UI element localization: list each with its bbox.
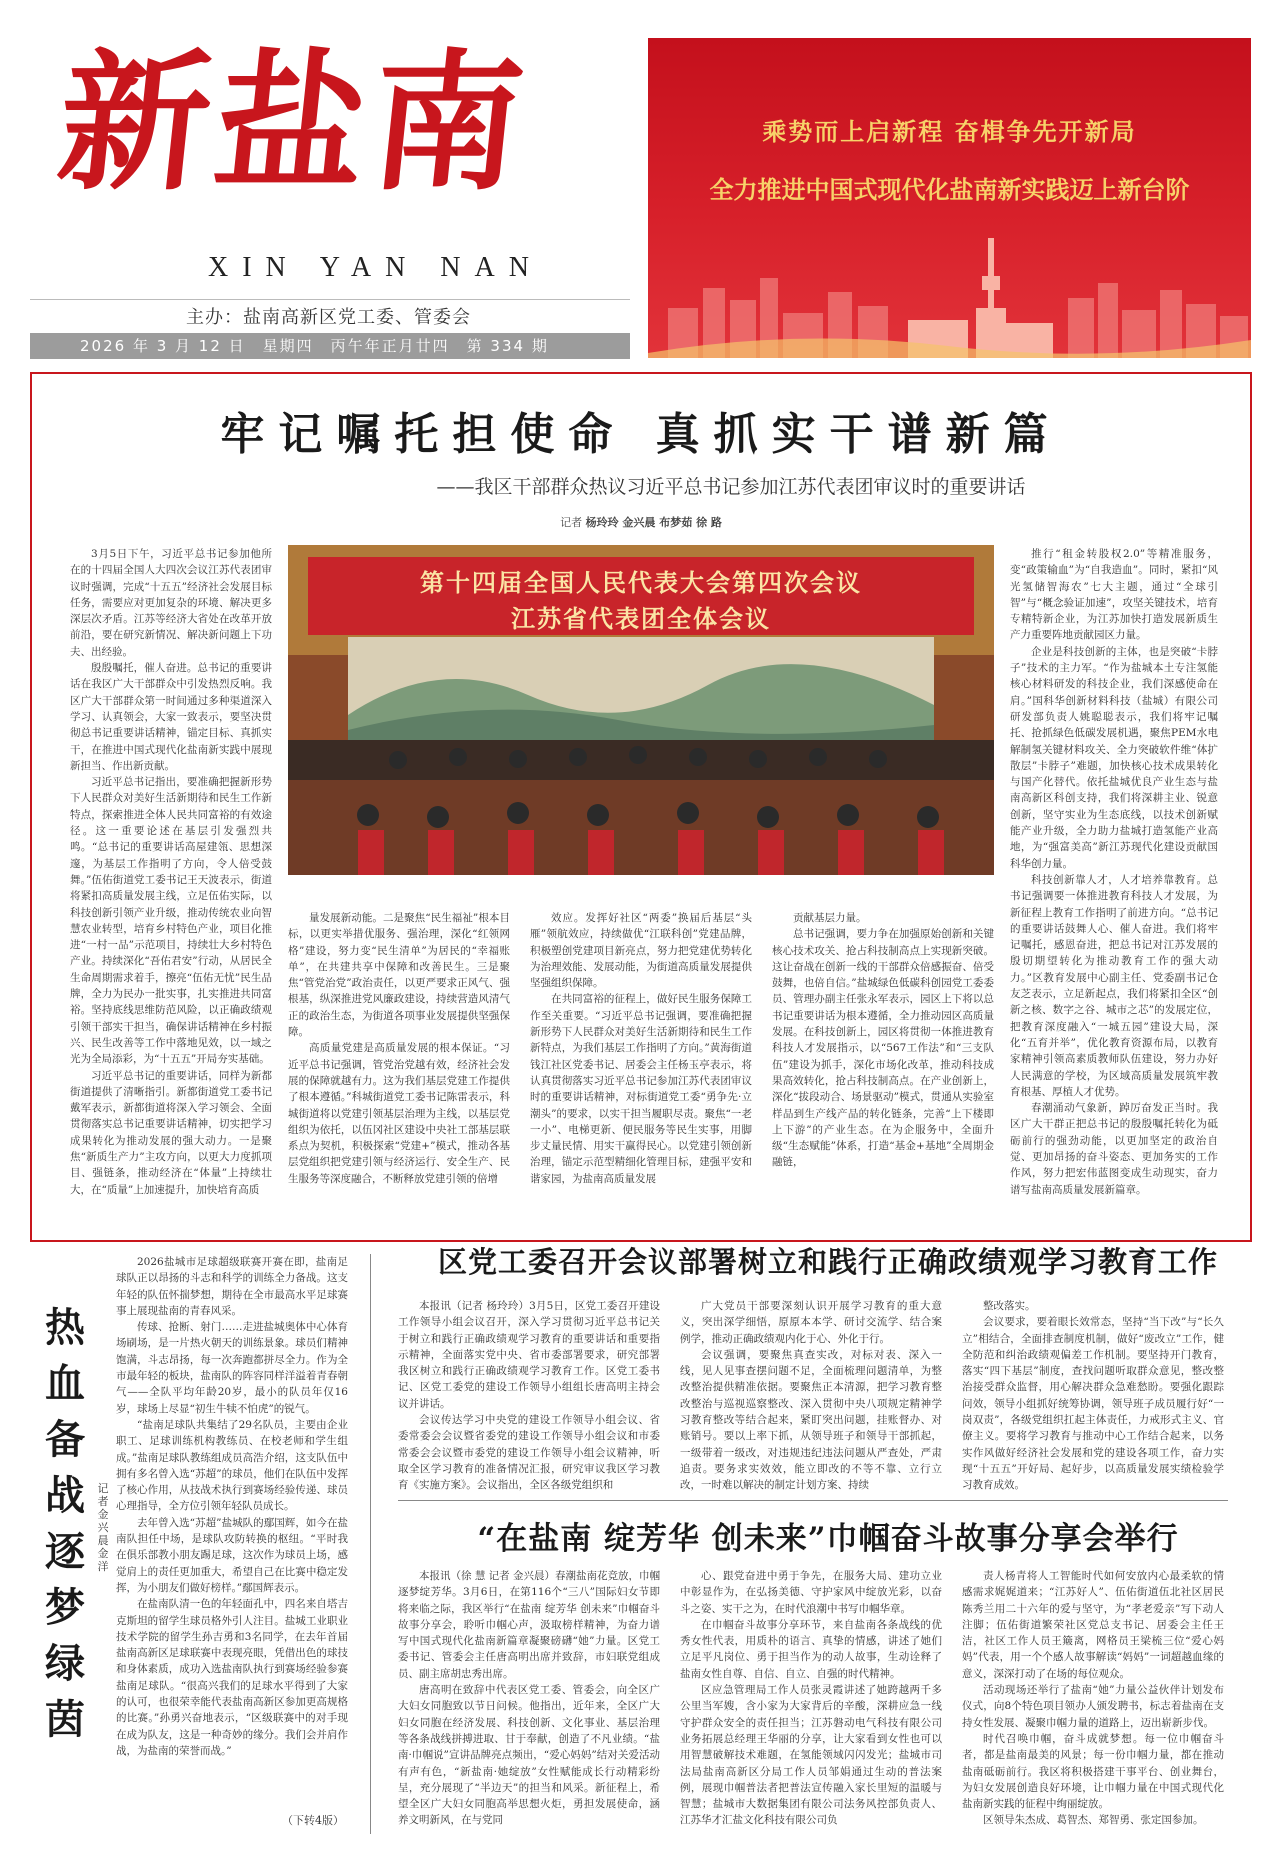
sport-vertical-byline: 记者 金兴晨 金洋 bbox=[97, 1482, 109, 1573]
paragraph: 总书记强调，要力争在加强原始创新和关键核心技术攻关、抢占科技制高点上实现新突破。这让奋战在创新一线的干部群众倍感振奋、倍受鼓舞，也倍自信。”盐城绿色低碳科创园党工委委员、管理办副主任张永军表示，园区上下将以总书记重要讲话为根本遵循，全力推动园区高质量发展。在科技创新上，园区将贯彻一体推进教育科技人才发展指示，以“567工作法”和“三支队伍”建设为抓手，深化市场化改革，推动科技成果高效转化，抢占科技制高点。在产业创新上，深化“拔段动合、场景驱动”模式，贯通从实验室样品到生产线产品的转化链条，完善“上下楼即上下游”的产业生态。在为企服务中，全面升级“生态赋能”体系，打造“基金+基地”全周期金融链， bbox=[772, 928, 994, 1169]
banner-line-1: 乘势而上启新程 奋楫争先开新局 bbox=[762, 117, 1137, 146]
city-skyline-graphic bbox=[648, 228, 1251, 358]
column-divider bbox=[370, 1254, 371, 1834]
paragraph: 区应急管理局工作人员张灵霞讲述了她跨越两千多公里当军嫂，含小家为大家背后的辛酸，深耕应急一线守护群众安全的责任担当；江苏磐动电气科技有限公司业务拓展总经理王华丽的分享，让大家看到女性也可以用智慧破解技术难题，在氢能领域闪闪发光；盐城市司法局盐南高新区分局工作人员邹娟通过生动的普法案例，展现巾帼普法者把普法宣传融入家长里短的温暖与智慧；盐城市大数据集团有限公司法务风控部负责人、江苏华才汇盐文化科技有限公司负 bbox=[680, 1684, 942, 1827]
newspaper-title: 新盐南 bbox=[50, 35, 538, 211]
paragraph: 贡献基层力量。 bbox=[793, 912, 867, 924]
paragraph: 会议传达学习中央党的建设工作领导小组会议、省委常委会会议暨省委党的建设工作领导小组会议和市委常委会会议暨市委党的建设工作领导小组会议精神，听取全区学习教育的准备情况汇报，研究审议我区学习教育《实施方案》。会议指出，全区各级党组织和 bbox=[398, 1414, 660, 1492]
paragraph: 本报讯（记者 杨玲玲）3月5日，区党工委召开建设工作领导小组会议召开，深入学习贯彻习近平总书记关于树立和践行正确政绩观学习教育的重要讲话和重要指示精神，全面落实党中央、省市委部署要求，研究部署我区树立和践行正确政绩观学习教育工作。区党工委书记、区党工委党的建设工作领导小组组长唐高明主持会议并讲话。 bbox=[398, 1300, 660, 1410]
second-column-1 bbox=[398, 1298, 660, 1492]
paragraph: 本报讯（徐 慧 记者 金兴晨）春潮盐南花竞放，巾帼逐梦绽芳华。3月6日，在第116个“三八”国际妇女节即将来临之际，我区举行“在盐南 绽芳华 创未来”巾帼奋斗故事分享会，聆听巾帼心声，汲取榜样精神，为奋力谱写中国式现代化盐南新篇章凝聚磅礴“她”力量。区党工委书记、管委会主任唐高明出席并致辞，市妇联党组成员、副主席胡忠秀出席。 bbox=[398, 1570, 660, 1680]
meeting-photo bbox=[288, 545, 994, 875]
paragraph: 在巾帼奋斗故事分享环节，来自盐南各条战线的优秀女性代表，用质朴的语言、真挚的情感，讲述了她们立足平凡岗位、勇于担当作为的动人故事，生动诠释了盐南女性自尊、自信、自立、自强的时代精神。 bbox=[680, 1618, 942, 1680]
paragraph: 推行“租金转股权2.0”等精准服务，变“政策输血”为“自我造血”。同时，紧扣“风光氢储智海农”七大主题，通过“全球引智”与“概念验证加速”，攻坚关键技术，培育专精特新企业，为江苏加快打造发展新质生产力重要阵地贡献园区力量。 bbox=[1010, 548, 1218, 642]
paragraph: 传球、抢断、射门……走进盐城奥体中心体育场刷场，是一片热火朝天的训练景象。球员们精神饱满，斗志昂扬，每一次奔跑都拼尽全力。作为全市最年轻的板块，盐南队的阵容同样洋溢着青春朝气——全队平均年龄20岁，最小的队员年仅16岁，球场上尽显“初生牛犊不怕虎”的锐气。 bbox=[116, 1321, 348, 1415]
byline-prefix: 记者 bbox=[560, 516, 583, 529]
paragraph: 去年曾入选“苏超”盐城队的鄢国辉，如今在盐南队担任中场，是球队攻防转换的枢纽。“平时我在俱乐部教小朋友踢足球，这次作为球员上场，感觉肩上的责任更加重大，希望自己在比赛中稳定发挥，为小朋友们做好榜样。”鄢国辉表示。 bbox=[116, 1516, 348, 1594]
second-headline: 区党工委召开会议部署树立和践行正确政绩观学习教育工作 bbox=[437, 1245, 1218, 1279]
newspaper-host: 主办：盐南高新区党工委、管委会 bbox=[186, 307, 471, 328]
paragraph: 在共同富裕的征程上，做好民生服务保障工作至关重要。“习近平总书记强调，要准确把握新形势下人民群众对美好生活新期待和民生工作新特点，为我们基层工作指明了方向。”黄海街道钱江社区党委书记、居委会主任杨玉亭表示，将认真贯彻落实习近平总书记参加江苏代表团审议时的重要讲话精神，对标街道党工委“勇争先·立潮头”的要求，以实干担当履职尽责。聚焦“一老一小”、电梯更新、便民服务等民生实事，用脚步丈量民情、用实干赢得民心。以党建引领创新治理，锚定示范型精细化管理目标，建强平安和谐家园，为盐南高质量发展 bbox=[530, 993, 752, 1185]
issue-date-bar: 2026 年 3 月 12 日 星期四 丙午年正月廿四 第 334 期 bbox=[30, 333, 630, 359]
paragraph: 习近平总书记指出，要准确把握新形势下人民群众对美好生活新期待和民生工作新特点，探索推进全体人民共同富裕的有效途径。这一重要论述在基层引发强烈共鸣。“总书记的重要讲话高屋建瓴、思想深邃，为基层工作指明了方向，令人倍受鼓舞。”伍佑街道党工委书记王天波表示，街道将紧扣高质量发展主线，立足伍佑实际，以科技创新引领产业升级，推动传统农业向智慧农业转型，培育乡村特色产业，项目化推进“一村一品”示范项目，持续壮大乡村特色产业。持续深化“吾佑君安”行动，从居民全生命周期需求着手，擦亮“伍佑无忧”民生品牌，全力为民办一批实事，扎实推进共同富裕。坚持底线思维防范风险，以正确政绩观引领干部实干担当，确保讲话精神在乡村振兴、民生改善等工作中落地见效，以一域之光为全局添彩，为“十五五”开局夯实基础。 bbox=[70, 776, 272, 1066]
paragraph: 广大党员干部要深刻认识开展学习教育的重大意义，突出深学细悟，原原本本学、研讨交流学、结合案例学，推动正确政绩观内化于心、外化于行。 bbox=[680, 1300, 942, 1345]
sport-vertical-headline: 热血备战逐梦绿茵 bbox=[45, 1304, 85, 1743]
paragraph: 企业是科技创新的主体，也是突破“卡脖子”技术的主力军。“作为盐城本土专注氢能核心材料研发的科技企业，我们深感使命在肩。”国科华创新材料科技（盐城）有限公司研发部负责人姚聪聪表示，我们将牢记嘱托、抢抓绿色低碳发展机遇，聚焦PEM水电解制氢关键材料攻关、全力突破软件维“体扩散层”卡脖子”难题，加快核心技术成果转化与国产化替代。依托盐城优良产业生态与盐南高新区科创支持，我们将深耕主业、锐意创新，坚守实业为生态底线，以技术创新赋能产业升级，全力助力盐城打造氢能产业高地，为“强富美高”新江苏现代化建设贡献国科华创力量。 bbox=[1010, 645, 1218, 870]
paragraph: 春潮涌动气象新，踔厉奋发正当时。我区广大干群正把总书记的殷殷嘱托转化为砥砺前行的强劲动能，以更加坚定的政治自觉、更加昂扬的奋斗姿态、更加务实的工作作风，努力把宏伟蓝图变成生动现实，奋力谱写盐南高质量发展新篇章。 bbox=[1010, 1102, 1218, 1196]
paragraph: 唐高明在致辞中代表区党工委、管委会，向全区广大妇女同胞致以节日问候。他指出，近年来，全区广大妇女同胞在经济发展、科技创新、文化事业、基层治理等各条战线拼搏进取、甘于奉献，创造了不凡业绩。“盐南·巾帼说”宣讲品牌亮点频出，“爱心妈妈”结对关爱活动有声有色，“新盐南·她绽放”女性赋能成长行动精彩纷呈，充分展现了“半边天”的担当和风采。新征程上，希望全区广大妇女同胞高举思想火炬，勇担发展使命，涵养文明新风，在与党同 bbox=[398, 1684, 660, 1827]
paragraph: 殷殷嘱托，催人奋进。总书记的重要讲话在我区广大干部群众中引发热烈反响。我区广大干部群众第一时间通过多种渠道深入学习、认真领会，大家一致表示，要坚决贯彻总书记重要讲话精神，锚定目标、真抓实干，在推进中国式现代化盐南新实践中展现新担当、作出新贡献。 bbox=[70, 662, 272, 772]
sport-article-body bbox=[116, 1254, 348, 1808]
masthead-banner bbox=[648, 38, 1251, 358]
continued-note: （下转4版） bbox=[282, 1814, 344, 1827]
banner-line-2: 全力推进中国式现代化盐南新实践迈上新台阶 bbox=[709, 175, 1190, 204]
lead-column-4 bbox=[772, 910, 994, 1226]
paragraph: 科技创新靠人才，人才培养靠教育。总书记强调要一体推进教育科技人才发展，为新征程上教育工作指明了前进方向。“总书记的重要讲话鼓舞人心、催人奋进。我们将牢记嘱托，感恩奋进，把总书记对江苏发展的殷切期望转化为推动教育工作的强大动力。”区教育发展中心副主任、党委副书记仓友芝表示，立足新起点，我们将紧扣全区“创新之核、数字之谷、城市之芯”的发展定位，把教育深度融入“一城五园”建设大局，深化“五育并举”，优化教育资源布局，以教育家精神引领高素质教师队伍建设，努力办好人民满意的学校，为区域高质量发展筑牢教育根基、厚植人才优势。 bbox=[1010, 873, 1218, 1098]
paragraph: 在盐南队清一色的年轻面孔中，四名来自塔吉克斯坦的留学生球员格外引人注目。盐城工业职业技术学院的留学生孙吉勇和3名同学，在去年首届盐南高新区足球联赛中表现亮眼，凭借出色的球技和身体素质，成功入选盐南队执行到赛场经验参赛盐南足球队。“很高兴我们的足球水平得到了大家的认可，也很荣幸能代表盐南高新区参加更高规格的比赛。”孙勇兴奋地表示，“区级联赛中的对手现在成为队友，这是一种奇妙的缘分。我们会并肩作战，为盐南的荣誉而战。” bbox=[116, 1598, 348, 1757]
paragraph: 会议强调，要聚焦真查实改，对标对表、深入一线，见人见事查摆问题不足，全面梳理问题清单，为整改整治提供精准依据。要聚焦正本清源，把学习教育整改整治与巡视巡察整改、深入贯彻中央八项规定精神学习教育整改等结合起来，紧盯突出问题，挂账督办、对账销号。要以上率下抓，从领导班子和领导干部抓起，一级带着一级改，对违规违纪违法问题从严查处，严肃追责。要务求实效效，能立即改的不等不靠、立行立改，一时难以解决的制定计划方案、持续 bbox=[680, 1348, 942, 1492]
second-column-3 bbox=[962, 1298, 1224, 1492]
lead-headline: 牢记嘱托担使命 真抓实干谱新篇 bbox=[220, 409, 1062, 460]
paragraph: 会议要求，要着眼长效常态，坚持“当下改”与“长久立”相结合，全面排查制度机制，做好“废改立”工作，健全防范和纠治政绩观偏差工作机制。要坚持开门教育，落实“四下基层”制度，查找问题听取群众意见，整改整治接受群众监督，用心解决群众急难愁盼。要强化跟踪问效，领导小组抓好统筹协调，领导班子成员履行好“一岗双责”，各级党组织扛起主体责任，力戒形式主义、官僚主义。要将学习教育与推动中心工作结合起来，以务实作风做好经济社会发展和党的建设各项工作，奋力实现“十五五”开好局、起好步，以高质量发展实绩检验学习教育成效。 bbox=[962, 1316, 1224, 1492]
paragraph: 量发展新动能。二是聚焦“民生福祉”根本目标，以更实举措优服务、强治理，深化“红领网格”建设，努力变“民生清单”为居民的“幸福账单”，在共建共享中保障和改善民生。三是聚焦“管党治党”政治责任，以更严要求正风气、强根基，纵深推进党风廉政建设，持续营造风清气正的政治生态，为街道各项事业发展提供坚强保障。 bbox=[288, 912, 510, 1039]
lead-column-3 bbox=[530, 910, 752, 1226]
newspaper-pinyin: XIN YAN NAN bbox=[208, 252, 543, 283]
lead-column-2 bbox=[288, 910, 510, 1226]
paragraph: 效应。发挥好社区“两委”换届后基层“头雁”领航效应，持续做优“江联科创”党建品牌，积极塑创党建项目新亮点，努力把党建优势转化为治理效能、发展动能，为街道高质量发展提供坚强组织保障。 bbox=[530, 912, 752, 990]
third-column-3 bbox=[962, 1568, 1224, 1848]
third-column-1 bbox=[398, 1568, 660, 1848]
paragraph: 时代召唤巾帼，奋斗成就梦想。每一位巾帼奋斗者，都是盐南最美的风景；每一份巾帼力量，都在推动盐南砥砺前行。我区将积极搭建干事平台、创业舞台，为妇女发展创造良好环境，让巾帼力量在中国式现代化盐南新实践的征程中绚丽绽放。 bbox=[962, 1732, 1224, 1811]
second-column-2 bbox=[680, 1298, 942, 1492]
third-headline: “在盐南 绽芳华 创未来”巾帼奋斗故事分享会举行 bbox=[477, 1521, 1179, 1557]
paragraph: 2026盐城市足球超级联赛开赛在即，盐南足球队正以昂扬的斗志和科学的训练全力备战。这支年轻的队伍怀揣梦想，期待在全市最高水平足球赛事上展现盐南的青春风采。 bbox=[116, 1256, 348, 1317]
paragraph: 区领导朱杰成、葛智杰、郑智勇、张定国参加。 bbox=[983, 1814, 1204, 1827]
paragraph: 3月5日下午，习近平总书记参加他所在的十四届全国人大四次会议江苏代表团审议时强调，完成“十五五”经济社会发展目标任务，需要应对更加复杂的环境、解决更多深层次矛盾。江苏等经济大省处在改革开放前沿，要在研究新情况、解决新问题上下功夫、出经验。 bbox=[70, 548, 272, 658]
third-column-2 bbox=[680, 1568, 942, 1848]
lead-column-5 bbox=[1010, 546, 1218, 1226]
lead-byline bbox=[30, 514, 1252, 530]
paragraph: 活动现场还举行了盐南“她”力量公益伙伴计划发布仪式，向8个特色项目领办人颁发聘书，标志着盐南在支持女性发展、凝聚巾帼力量的道路上，迈出崭新步伐。 bbox=[962, 1684, 1224, 1729]
section-divider bbox=[398, 1500, 1228, 1501]
byline-names: 杨玲玲 金兴晨 布梦茹 徐 路 bbox=[585, 516, 722, 529]
paragraph: 整改落实。 bbox=[983, 1300, 1036, 1312]
photo-banner-line-2: 江苏省代表团全体会议 bbox=[511, 604, 771, 633]
paragraph: “盐南足球队共集结了29名队员，主要由企业职工、足球训练机构教练员、在校老师和学生组成。”盐南足球队教练组成员高浩介绍，这支队伍中拥有多名曾入选“苏超”的球员，他们在队伍中发挥了核心作用，从技战术执行到赛场经验传递、球员心理指导，全方位引领年轻队员成长。 bbox=[116, 1418, 348, 1513]
paragraph: 习近平总书记的重要讲话，同样为新都街道提供了清晰指引。新都街道党工委书记戴军表示，新都街道将深入学习领会、全面贯彻落实总书记重要讲话精神，切实把学习成果转化为推动发展的强大动力。一是聚焦“新质生产力”主攻方向，以更大力度抓项目、强链条，推动经济在“体量”上持续壮大，在“质量”上加速提升，加快培育高质 bbox=[70, 1069, 272, 1196]
masthead-divider bbox=[30, 299, 630, 300]
paragraph: 心、跟党奋进中勇于争先，在服务大局、建功立业中彰显作为，在弘扬美德、守护家风中绽放光彩，以奋斗之姿、实干之为，在时代浪潮中书写巾帼华章。 bbox=[680, 1570, 942, 1615]
lead-column-1 bbox=[70, 546, 272, 1226]
paragraph: 高质量党建是高质量发展的根本保证。“习近平总书记强调，管党治党越有效，经济社会发展的保障就越有力。这为我们基层党建工作提供了根本遵循。”科城街道党工委书记陈雷表示，科城街道将以党建引领基层治理为主线，以基层党组织为依托，以伍冈社区建设中央社工部基层联系点为契机，积极探索“党建+”模式，推动各基层党组织把党建引领与经济运行、安全生产、民生服务等深度融合，不断释放党建引领的倍增 bbox=[288, 1042, 510, 1185]
photo-banner-line-1: 第十四届全国人民代表大会第四次会议 bbox=[420, 568, 862, 597]
lead-subheadline: ——我区干部群众热议习近平总书记参加江苏代表团审议时的重要讲话 bbox=[436, 476, 1026, 498]
paragraph: 责人杨青将人工智能时代如何安放内心最柔软的情感需求娓娓道来；“江苏好人”、伍佑街道伍北社区居民陈秀兰用二十六年的爱与坚守，为“孝老爱亲”写下动人注脚；伍佑街道繁荣社区党总支书记、居委会主任王洁，社区工作人员王簸离，网格员王梁梳三位“爱心妈妈”代表，用一个个感人故事解读“妈妈”一词超越血缘的意义，深深打动了在场的每位观众。 bbox=[962, 1570, 1224, 1680]
